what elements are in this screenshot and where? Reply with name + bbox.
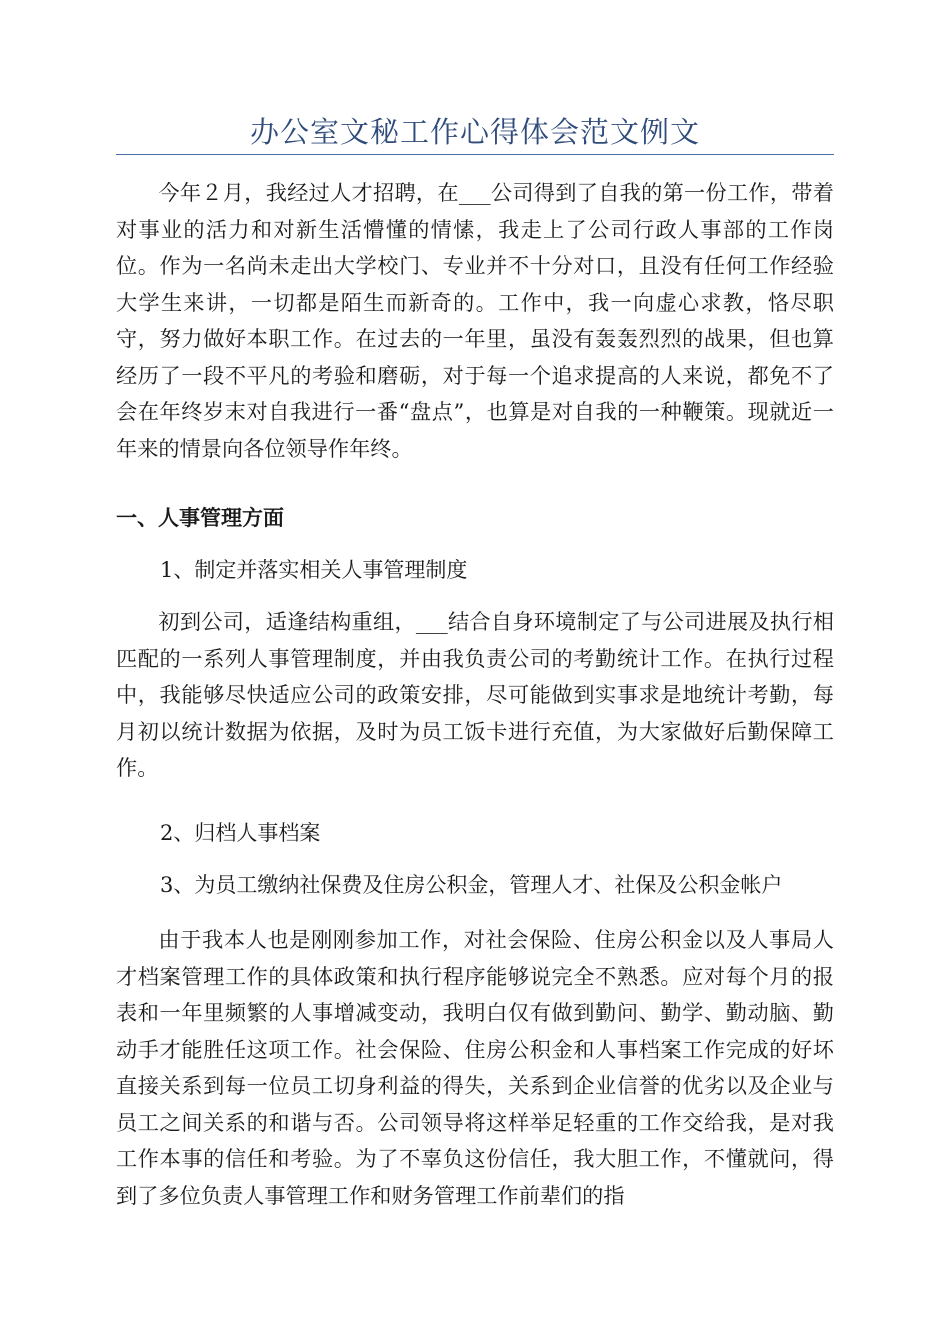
paragraph-intro-block <box>116 175 834 467</box>
item-3-block <box>116 867 834 903</box>
list-item-3: 3、为员工缴纳社保费及住房公积金，管理人才、社保及公积金帐户 <box>160 873 783 897</box>
item-1-block <box>116 552 834 588</box>
paragraph-2-block <box>116 604 834 787</box>
item-2-block <box>116 815 834 851</box>
paragraph-3-block <box>116 922 834 1214</box>
section-heading-block <box>116 500 834 536</box>
title-underline <box>116 154 834 155</box>
list-item-2: 2、归档人事档案 <box>160 821 321 845</box>
document-title: 办公室文秘工作心得体会范文例文 <box>249 115 700 149</box>
paragraph-3: 由于我本人也是刚刚参加工作，对社会保险、住房公积金以及人事局人才档案管理工作的具体政策和执行程序能够说完全不熟悉。应对每个月的报表和一年里频繁的人事增减变动，我明白仅有做到勤问、勤学、勤动脑、勤动手才能胜任这项工作。社会保险、住房公积金和人事档案工作完成的好坏直接关系到每一位员工切身利益的得失，关系到企业信誉的优劣以及企业与员工之间关系的和谐与否。公司领导将这样举足轻重的工作交给我，是对我工作本事的信任和考验。为了不辜负这份信任，我大胆工作，不懂就问，得到了多位负责人事管理工作和财务管理工作前辈们的指 <box>116 927 834 1208</box>
paragraph-intro: 今年２月，我经过人才招聘，在___公司得到了自我的第一份工作，带着对事业的活力和对新生活懵懂的情愫，我走上了公司行政人事部的工作岗位。作为一名尚未走出大学校门、专业并不十分对口，且没有任何工作经验大学生来讲，一切都是陌生而新奇的。工作中，我一向虚心求教，恪尽职守，努力做好本职工作。在过去的一年里，虽没有轰轰烈烈的战果，但也算经历了一段不平凡的考验和磨砺，对于每一个追求提高的人来说，都免不了会在年终岁末对自我进行一番“盘点”，也算是对自我的一种鞭策。现就近一年来的情景向各位领导作年终。 <box>116 180 834 461</box>
list-item-1: 1、制定并落实相关人事管理制度 <box>160 558 468 582</box>
section-heading-personnel: 一、人事管理方面 <box>116 506 284 530</box>
paragraph-2: 初到公司，适逢结构重组，___结合自身环境制定了与公司进展及执行相匹配的一系列人事管理制度，并由我负责公司的考勤统计工作。在执行过程中，我能够尽快适应公司的政策安排，尽可能做到实事求是地统计考勤，每月初以统计数据为依据，及时为员工饭卡进行充值，为大家做好后勤保障工作。 <box>116 609 834 780</box>
